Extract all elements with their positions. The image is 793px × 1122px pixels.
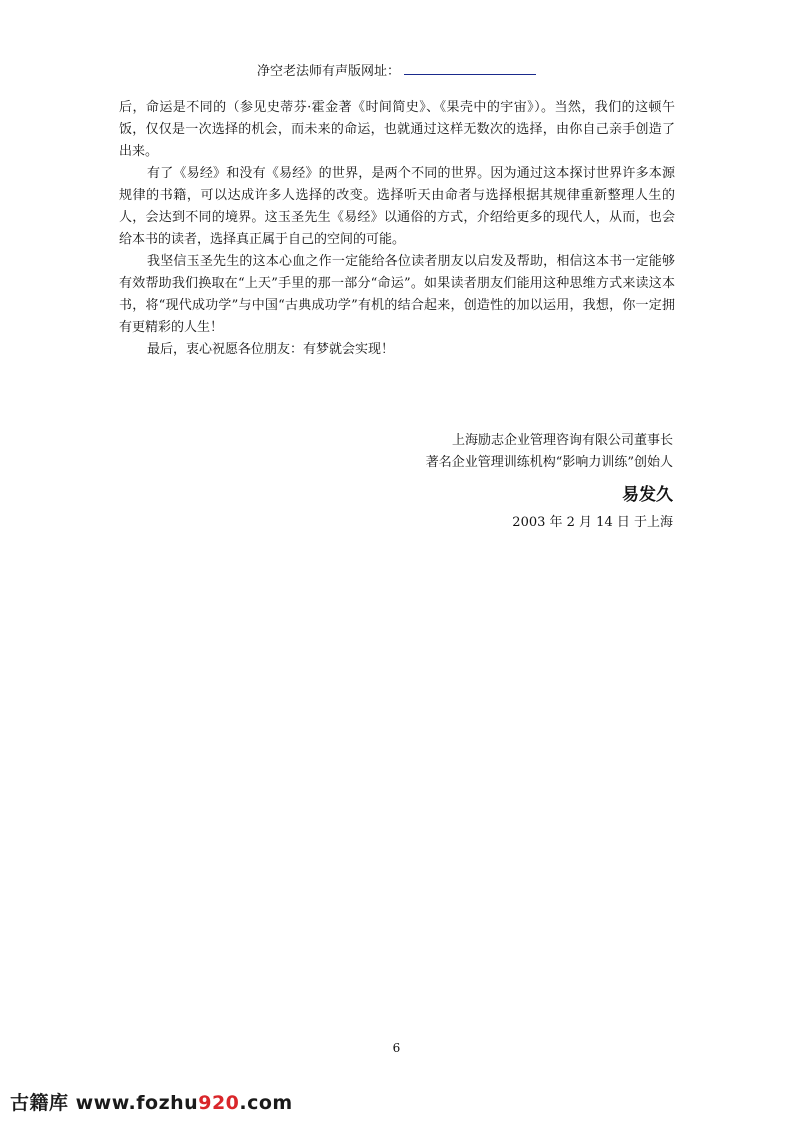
page-number: 6: [392, 1041, 401, 1055]
watermark-number: 920: [198, 1092, 240, 1114]
url-underline: [404, 62, 536, 75]
signature-name: 易发久: [622, 485, 673, 505]
watermark: [10, 1088, 293, 1115]
paragraph: 后，命运是不同的（参见史蒂芬·霍金著《时间简史》、《果壳中的宇宙》）。当然，我们的这顿午饭，仅仅是一次选择的机会，而未来的命运，也就通过这样无数次的选择，由你自己亲手创造了出来。: [119, 100, 675, 159]
paragraph: 最后，衷心祝愿各位朋友：有梦就会实现！: [147, 342, 395, 357]
paragraph: 有了《易经》和没有《易经》的世界，是两个不同的世界。因为通过这本探讨世界许多本源规律的书籍，可以达成许多人选择的改变。选择听天由命者与选择根据其规律重新整理人生的人，会达到不同的境界。这玉圣先生《易经》以通俗的方式，介绍给更多的现代人，从而，也会给本书的读者，选择真正属于自己的空间的可能。: [119, 166, 675, 247]
body-text: [119, 97, 675, 361]
header-label: 净空老法师有声版网址：: [256, 64, 400, 79]
signature-block: [426, 430, 673, 534]
signature-date: 2003 年 2 月 14 日 于上海: [512, 515, 673, 530]
page-header: [0, 60, 793, 79]
watermark-prefix: 古籍库 www.fozhu: [10, 1092, 199, 1114]
signature-title-2: 著名企业管理训练机构“影响力训练”创始人: [425, 455, 673, 470]
paragraph: 我坚信玉圣先生的这本心血之作一定能给各位读者朋友以启发及帮助，相信这本书一定能够有效帮助我们换取在“上天”手里的那一部分“命运”。如果读者朋友们能用这种思维方式来读这本书，将“现代成功学”与中国“古典成功学”有机的结合起来，创造性的加以运用，我想，你一定拥有更精彩的人生！: [119, 254, 675, 335]
watermark-suffix: .com: [239, 1092, 293, 1114]
signature-title-1: 上海励志企业管理咨询有限公司董事长: [451, 433, 673, 448]
